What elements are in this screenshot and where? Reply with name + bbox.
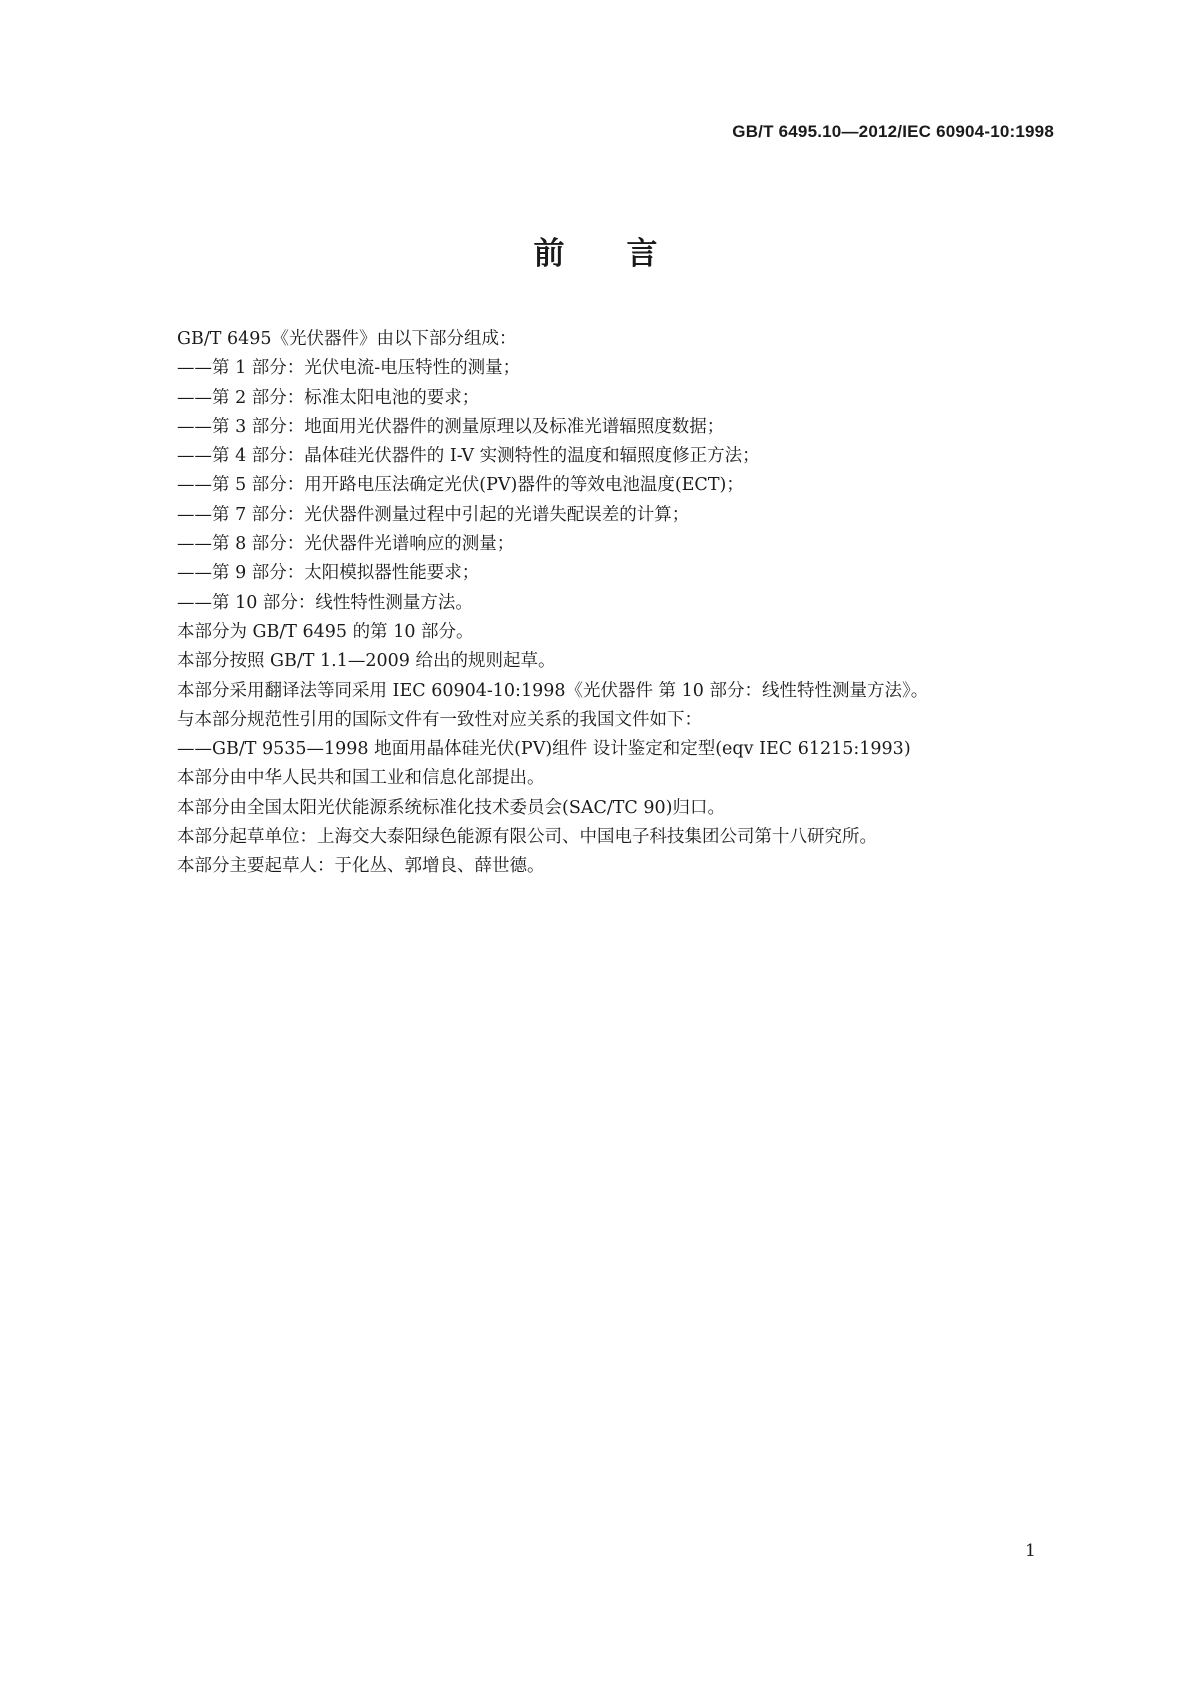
paragraph: 本部分按照 GB/T 1.1—2009 给出的规则起草。 [177,651,556,672]
paragraph: 本部分采用翻译法等同采用 IEC 60904-10:1998《光伏器件 第 10 部分：线性特性测量方法》。 [177,680,929,701]
page-number: 1 [1025,1541,1036,1561]
paragraph: 与本部分规范性引用的国际文件有一致性对应关系的我国文件如下： [177,709,702,730]
list-item-part-3: ——第 3 部分：地面用光伏器件的测量原理以及标准光谱辐照度数据； [177,416,725,437]
paragraph: 本部分主要起草人：于化丛、郭增良、薛世德。 [177,856,545,877]
list-item-part-9: ——第 9 部分：太阳模拟器性能要求； [177,563,480,584]
list-item-part-8: ——第 8 部分：光伏器件光谱响应的测量； [177,534,515,555]
list-item-part-7: ——第 7 部分：光伏器件测量过程中引起的光谱失配误差的计算； [177,504,690,525]
list-item-part-4: ——第 4 部分：晶体硅光伏器件的 I-V 实测特性的温度和辐照度修正方法； [177,446,760,467]
standard-number-header: GB/T 6495.10—2012/IEC 60904-10:1998 [732,122,1054,141]
list-item-part-2: ——第 2 部分：标准太阳电池的要求； [177,387,480,408]
list-item-part-10: ——第 10 部分：线性特性测量方法。 [177,592,473,613]
paragraph: 本部分由全国太阳光伏能源系统标准化技术委员会(SAC/TC 90)归口。 [177,797,725,818]
paragraph: 本部分为 GB/T 6495 的第 10 部分。 [177,621,474,642]
paragraph: 本部分由中华人民共和国工业和信息化部提出。 [177,768,545,789]
page-title: 前言 [533,236,720,272]
paragraph: GB/T 6495《光伏器件》由以下部分组成： [177,329,517,349]
preface-body [177,325,1057,882]
paragraph: 本部分起草单位：上海交大泰阳绿色能源有限公司、中国电子科技集团公司第十八研究所。 [177,827,877,848]
list-item-part-1: ——第 1 部分：光伏电流-电压特性的测量； [177,358,521,379]
reference-item: ——GB/T 9535—1998 地面用晶体硅光伏(PV)组件 设计鉴定和定型(eqv IEC 61215:1993) [177,739,911,760]
list-item-part-5: ——第 5 部分：用开路电压法确定光伏(PV)器件的等效电池温度(ECT)； [177,475,744,496]
